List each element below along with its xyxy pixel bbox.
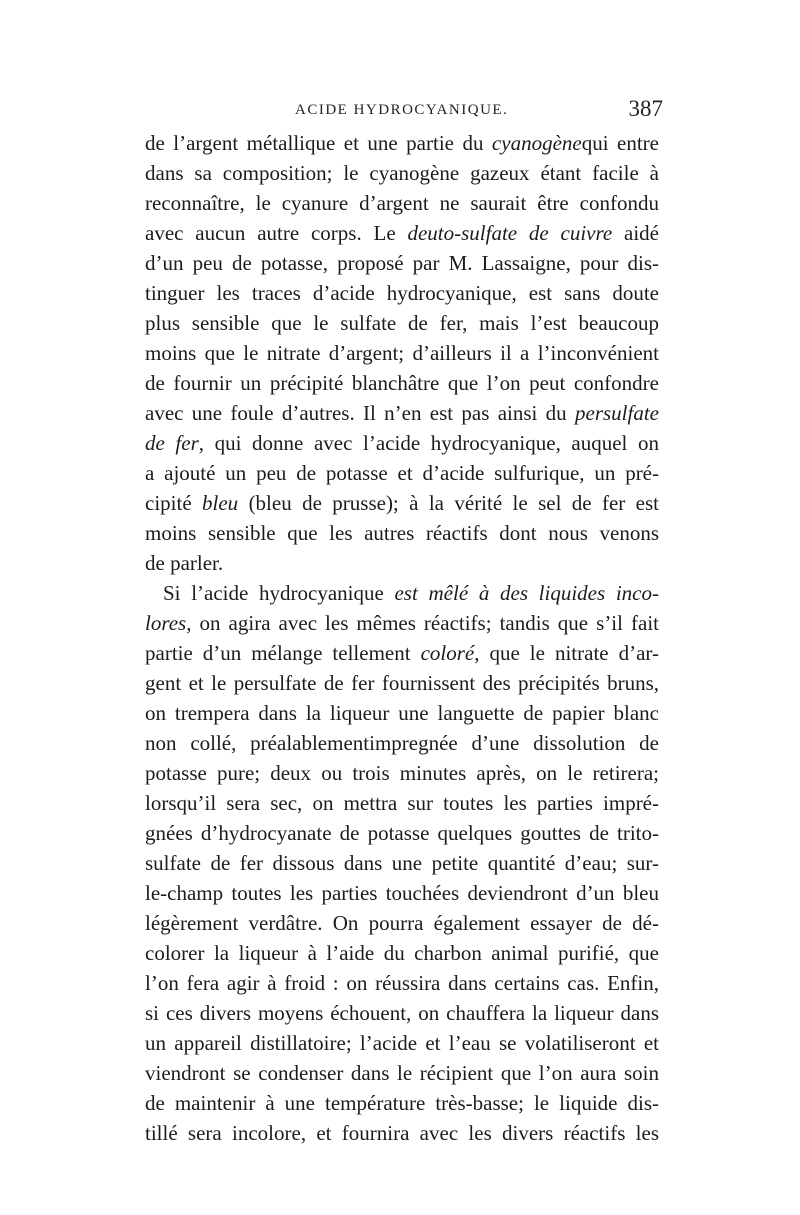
text-line [145,788,659,818]
italic-text: lores [145,611,187,635]
text-line [145,638,659,668]
text-segment: si ces divers moyens échouent, on chauffera la liqueur dans [145,1001,659,1025]
italic-text: bleu [202,491,239,515]
text-line [145,1058,659,1088]
text-line [145,668,659,698]
text-segment: cipité [145,491,203,515]
text-segment: de fournir un précipité blanchâtre que l’on peut confondre [145,371,659,395]
text-segment: l’on fera agir à froid : on réussira dans certains cas. Enfin, [145,971,659,995]
text-segment: avec aucun autre corps. Le [145,221,408,245]
running-title: ACIDE HYDROCYANIQUE. [295,102,509,118]
text-line [145,1088,659,1118]
text-line [145,758,659,788]
text-line [145,908,659,938]
text-line [145,578,659,608]
text-segment: sulfate de fer dissous dans une petite quantité d’eau; sur- [145,851,659,875]
italic-text: coloré [420,641,475,665]
text-line [145,488,659,518]
text-line [145,458,659,488]
text-segment: aidé [612,221,659,245]
text-segment: d’un peu de potasse, proposé par M. Lassaigne, pour dis- [145,251,659,275]
text-segment: gnées d’hydrocyanate de potasse quelques gouttes de trito- [145,821,659,845]
text-segment: légèrement verdâtre. On pourra également essayer de dé- [145,911,659,935]
text-line [145,818,659,848]
italic-text: cyanogène [491,131,582,155]
text-line [145,308,659,338]
text-line [145,608,659,638]
text-line [145,968,659,998]
italic-text: de fer [145,431,199,455]
text-segment: gent et le persulfate de fer fournissent des précipités bruns, [145,671,659,695]
text-segment: dans sa composition; le cyanogène gazeux étant facile à [145,161,659,185]
text-line [145,518,659,548]
text-segment: de parler. [145,551,224,575]
text-segment: Si l’acide hydrocyanique [163,581,395,605]
text-segment: un appareil distillatoire; l’acide et l’eau se volatiliseront et [145,1031,659,1055]
page-number: 387 [628,96,663,121]
text-line [145,938,659,968]
text-segment: qui entre [581,131,659,155]
text-segment: , qui donne avec l’acide hydrocyanique, auquel on [198,431,659,455]
text-segment: partie d’un mélange tellement [145,641,421,665]
text-line [145,248,659,278]
text-line [145,128,659,158]
text-line [145,338,659,368]
text-line [145,428,659,458]
text-line [145,548,659,578]
text-line [145,398,659,428]
italic-text: est mêlé à des liquides inco- [394,581,659,605]
text-line [145,698,659,728]
text-line [145,728,659,758]
text-segment: colorer la liqueur à l’aide du charbon animal purifié, que [145,941,659,965]
text-segment: moins sensible que les autres réactifs dont nous venons [145,521,659,545]
text-segment: potasse pure; deux ou trois minutes après, on le retirera; [145,761,659,785]
text-line [145,1118,659,1148]
italic-text: deuto-sulfate de cuivre [407,221,613,245]
text-line [145,278,659,308]
text-line [145,1028,659,1058]
text-line [145,878,659,908]
text-segment: lorsqu’il sera sec, on mettra sur toutes les parties impré- [145,791,659,815]
text-segment: reconnaître, le cyanure d’argent ne saurait être confondu [145,191,659,215]
text-segment: de maintenir à une température très-basse; le liquide dis- [145,1091,659,1115]
text-line [145,188,659,218]
body-text [145,128,659,1148]
text-line [145,848,659,878]
text-segment: tinguer les traces d’acide hydrocyanique, est sans doute [145,281,659,305]
text-segment: , que le nitrate d’ar- [474,641,659,665]
text-segment: non collé, préalablementimpregnée d’une dissolution de [145,731,659,755]
italic-text: persulfate [575,401,659,425]
text-segment: avec une foule d’autres. Il n’en est pas ainsi du [145,401,575,425]
text-line [145,368,659,398]
text-segment: viendront se condenser dans le récipient que l’on aura soin [145,1061,659,1085]
text-line [145,158,659,188]
page-header [145,96,663,126]
text-segment: , on agira avec les mêmes réactifs; tandis que s’il fait [186,611,659,635]
text-line [145,998,659,1028]
text-segment: moins que le nitrate d’argent; d’ailleurs il a l’inconvénient [145,341,659,365]
text-segment: (bleu de prusse); à la vérité le sel de fer est [238,491,659,515]
text-line [145,218,659,248]
text-segment: plus sensible que le sulfate de fer, mais l’est beaucoup [145,311,659,335]
text-segment: on trempera dans la liqueur une languette de papier blanc [145,701,659,725]
text-segment: tillé sera incolore, et fournira avec les divers réactifs les [145,1121,659,1145]
text-segment: de l’argent métallique et une partie du [145,131,492,155]
text-segment: le-champ toutes les parties touchées deviendront d’un bleu [145,881,659,905]
text-segment: a ajouté un peu de potasse et d’acide sulfurique, un pré- [145,461,659,485]
